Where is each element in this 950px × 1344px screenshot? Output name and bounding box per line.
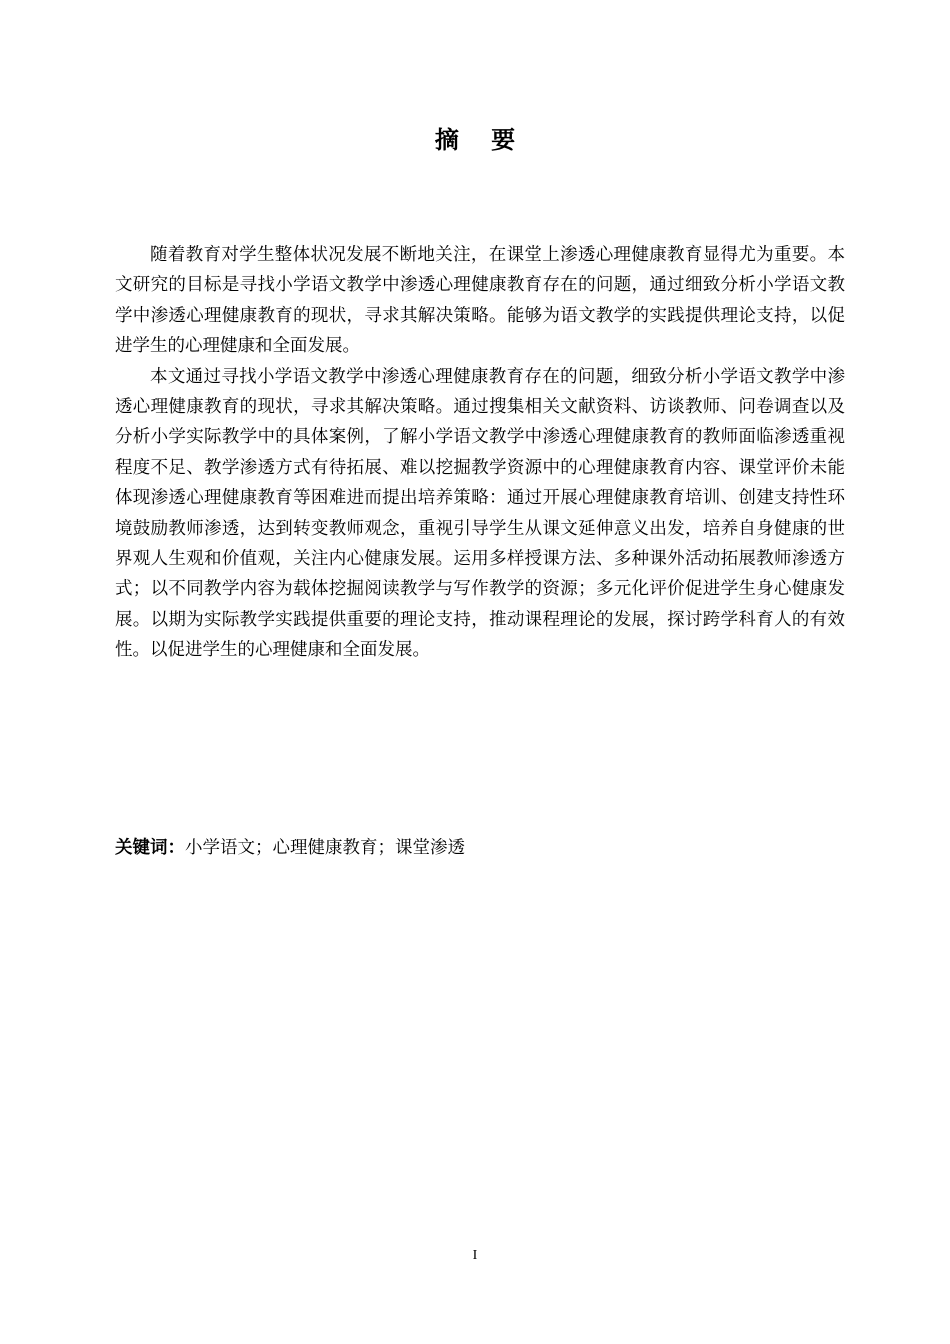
abstract-title: 摘 要 <box>434 126 528 154</box>
keywords-line <box>115 833 845 863</box>
abstract-body <box>115 240 845 666</box>
keywords-value: 小学语文；心理健康教育；课堂渗透 <box>185 838 465 858</box>
abstract-paragraph-1: 随着教育对学生整体状况发展不断地关注，在课堂上渗透心理健康教育显得尤为重要。本文研究的目标是寻找小学语文教学中渗透心理健康教育存在的问题，通过细致分析小学语文教学中渗透心理健康教育的现状，寻求其解决策略。能够为语文教学的实践提供理论支持，以促进学生的心理健康和全面发展。 <box>115 245 845 357</box>
abstract-paragraph-2: 本文通过寻找小学语文教学中渗透心理健康教育存在的问题，细致分析小学语文教学中渗透心理健康教育的现状，寻求其解决策略。通过搜集相关文献资料、访谈教师、问卷调查以及分析小学实际教学中的具体案例，了解小学语文教学中渗透心理健康教育的教师面临渗透重视程度不足、教学渗透方式有待拓展、难以挖掘教学资源中的心理健康教育内容、课堂评价未能体现渗透心理健康教育等困难进而提出培养策略：通过开展心理健康教育培训、创建支持性环境鼓励教师渗透，达到转变教师观念，重视引导学生从课文延伸意义出发，培养自身健康的世界观人生观和价值观，关注内心健康发展。运用多样授课方法、多种课外活动拓展教师渗透方式；以不同教学内容为载体挖掘阅读教学与写作教学的资源；多元化评价促进学生身心健康发展。以期为实际教学实践提供重要的理论支持，推动课程理论的发展，探讨跨学科育人的有效性。以促进学生的心理健康和全面发展。 <box>115 366 845 661</box>
page-number: I <box>472 1248 478 1263</box>
keywords-label: 关键词： <box>115 838 185 858</box>
